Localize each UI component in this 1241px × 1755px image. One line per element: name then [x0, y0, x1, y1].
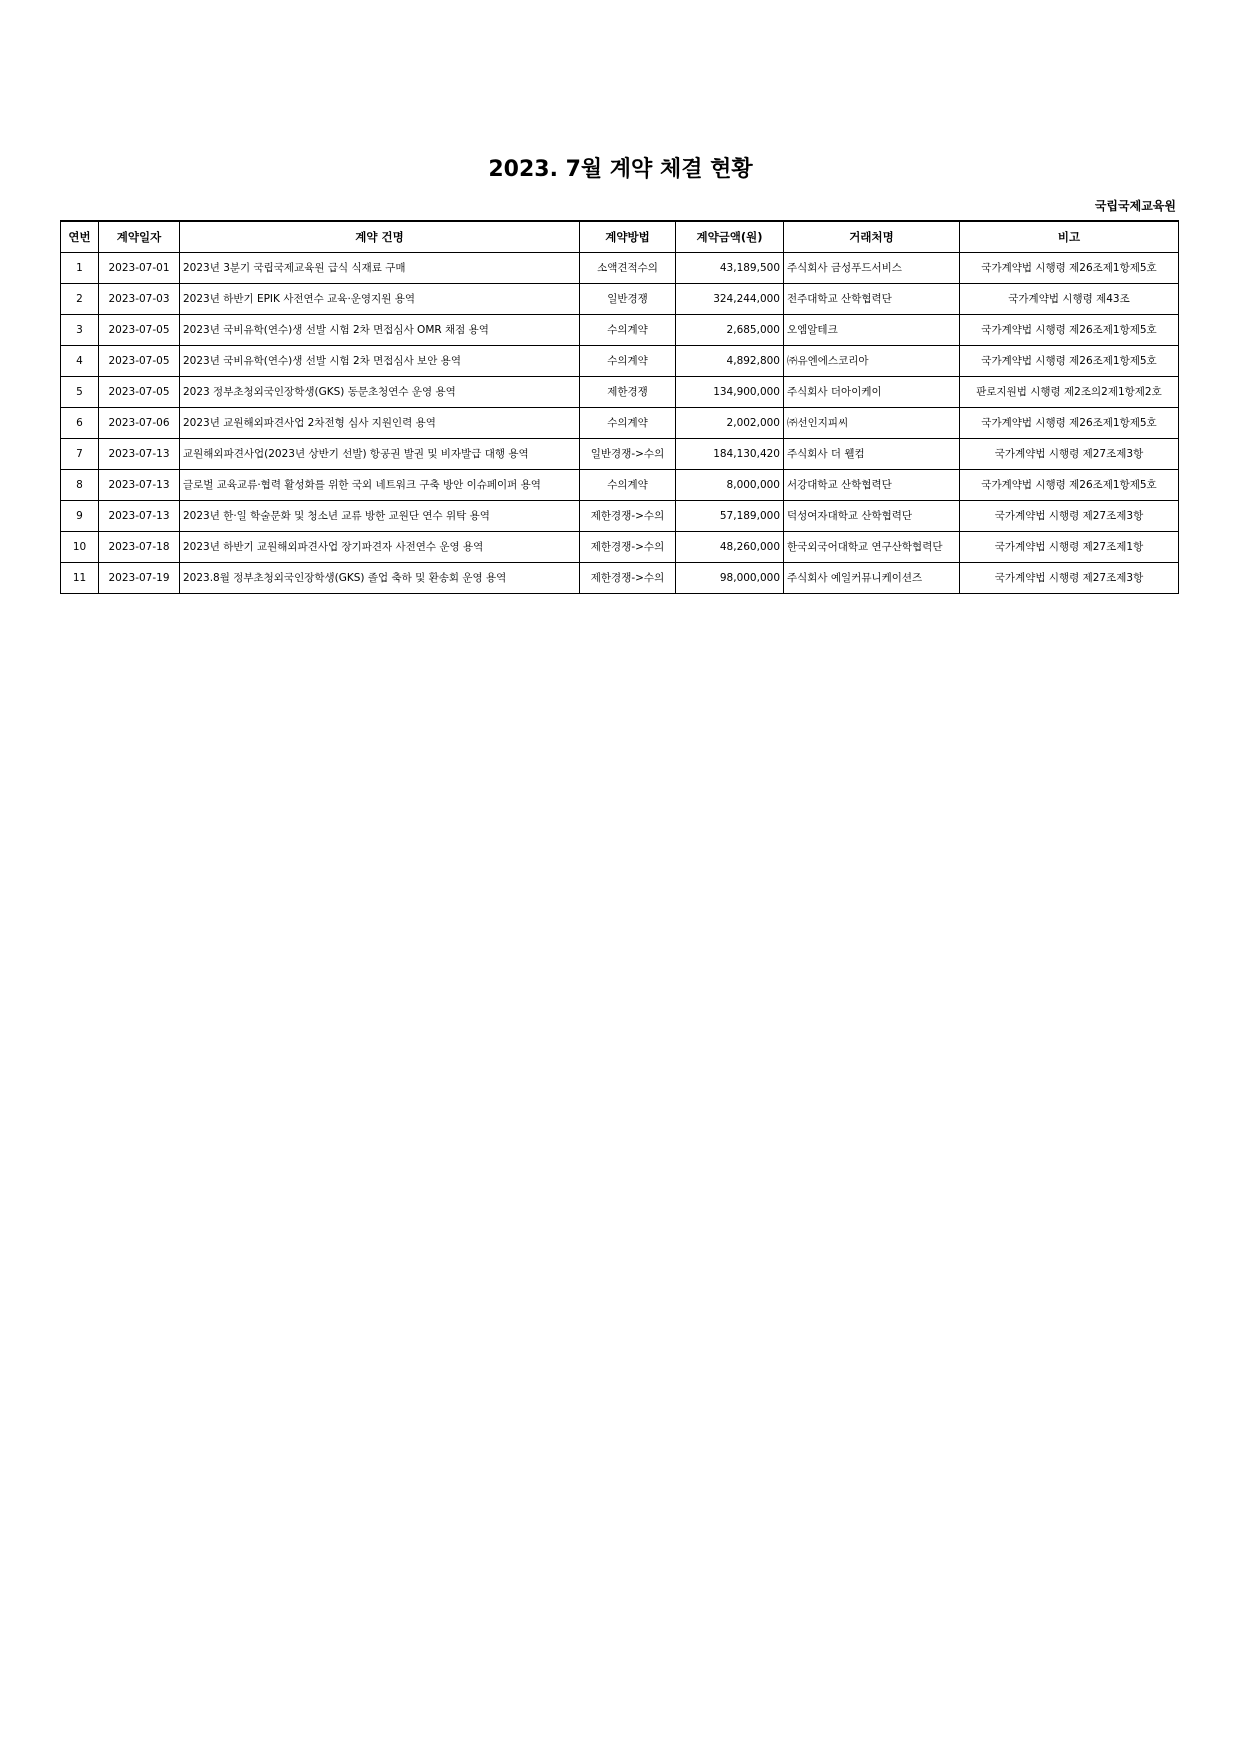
- cell-no: 1: [61, 252, 99, 283]
- table-row: [61, 314, 1179, 345]
- cell-date: 2023-07-05: [99, 345, 180, 376]
- cell-amount: 8,000,000: [676, 469, 784, 500]
- cell-method: 수의계약: [580, 469, 676, 500]
- cell-contract-name: 2023년 하반기 교원해외파견사업 장기파견자 사전연수 운영 용역: [180, 531, 580, 562]
- cell-method: 소액견적수의: [580, 252, 676, 283]
- cell-date: 2023-07-03: [99, 283, 180, 314]
- table-row: [61, 252, 1179, 283]
- organization-name: 국립국제교육원: [1094, 199, 1176, 213]
- cell-method: 제한경쟁: [580, 376, 676, 407]
- cell-no: 8: [61, 469, 99, 500]
- cell-method: 수의계약: [580, 314, 676, 345]
- header-remarks: 비고: [960, 221, 1179, 252]
- cell-vendor: 전주대학교 산학협력단: [784, 283, 960, 314]
- cell-remarks: 국가계약법 시행령 제26조제1항제5호: [960, 252, 1179, 283]
- table-row: [61, 345, 1179, 376]
- cell-no: 4: [61, 345, 99, 376]
- page-title: 2023. 7월 계약 체결 현황: [488, 157, 753, 182]
- header-amount: 계약금액(원): [676, 221, 784, 252]
- table-row: [61, 531, 1179, 562]
- cell-date: 2023-07-06: [99, 407, 180, 438]
- cell-contract-name: 2023년 하반기 EPIK 사전연수 교육·운영지원 용역: [180, 283, 580, 314]
- cell-method: 제한경쟁->수의: [580, 562, 676, 593]
- cell-contract-name: 2023 정부초청외국인장학생(GKS) 동문초청연수 운영 용역: [180, 376, 580, 407]
- cell-contract-name: 교원해외파견사업(2023년 상반기 선발) 항공권 발권 및 비자발급 대행 용역: [180, 438, 580, 469]
- cell-contract-name: 글로벌 교육교류·협력 활성화를 위한 국외 네트워크 구축 방안 이슈페이퍼 용역: [180, 469, 580, 500]
- cell-no: 7: [61, 438, 99, 469]
- cell-amount: 2,002,000: [676, 407, 784, 438]
- cell-method: 제한경쟁->수의: [580, 531, 676, 562]
- cell-vendor: 서강대학교 산학협력단: [784, 469, 960, 500]
- cell-vendor: 주식회사 금성푸드서비스: [784, 252, 960, 283]
- cell-vendor: 덕성여자대학교 산학협력단: [784, 500, 960, 531]
- cell-remarks: 국가계약법 시행령 제26조제1항제5호: [960, 314, 1179, 345]
- cell-remarks: 국가계약법 시행령 제27조제3항: [960, 438, 1179, 469]
- cell-contract-name: 2023년 한·일 학술문화 및 청소년 교류 방한 교원단 연수 위탁 용역: [180, 500, 580, 531]
- header-date: 계약일자: [99, 221, 180, 252]
- cell-no: 5: [61, 376, 99, 407]
- cell-contract-name: 2023년 국비유학(연수)생 선발 시험 2차 면접심사 보안 용역: [180, 345, 580, 376]
- cell-amount: 57,189,000: [676, 500, 784, 531]
- cell-amount: 2,685,000: [676, 314, 784, 345]
- cell-remarks: 국가계약법 시행령 제43조: [960, 283, 1179, 314]
- cell-remarks: 판로지원법 시행령 제2조의2제1항제2호: [960, 376, 1179, 407]
- cell-vendor: ㈜선인지피씨: [784, 407, 960, 438]
- cell-method: 수의계약: [580, 345, 676, 376]
- cell-date: 2023-07-01: [99, 252, 180, 283]
- header-vendor: 거래처명: [784, 221, 960, 252]
- table-row: [61, 438, 1179, 469]
- cell-amount: 184,130,420: [676, 438, 784, 469]
- cell-remarks: 국가계약법 시행령 제26조제1항제5호: [960, 407, 1179, 438]
- cell-contract-name: 2023년 3분기 국립국제교육원 급식 식재료 구매: [180, 252, 580, 283]
- cell-method: 일반경쟁->수의: [580, 438, 676, 469]
- cell-remarks: 국가계약법 시행령 제26조제1항제5호: [960, 345, 1179, 376]
- cell-date: 2023-07-13: [99, 438, 180, 469]
- cell-remarks: 국가계약법 시행령 제27조제1항: [960, 531, 1179, 562]
- cell-method: 일반경쟁: [580, 283, 676, 314]
- cell-amount: 98,000,000: [676, 562, 784, 593]
- cell-date: 2023-07-13: [99, 500, 180, 531]
- cell-amount: 324,244,000: [676, 283, 784, 314]
- cell-vendor: 주식회사 더 웰컴: [784, 438, 960, 469]
- table-row: [61, 500, 1179, 531]
- cell-vendor: 주식회사 예일커뮤니케이션즈: [784, 562, 960, 593]
- header-no: 연번: [61, 221, 99, 252]
- cell-date: 2023-07-19: [99, 562, 180, 593]
- cell-no: 9: [61, 500, 99, 531]
- table-header-row: [61, 221, 1179, 252]
- cell-contract-name: 2023년 국비유학(연수)생 선발 시험 2차 면접심사 OMR 채점 용역: [180, 314, 580, 345]
- table-row: [61, 283, 1179, 314]
- cell-no: 2: [61, 283, 99, 314]
- cell-date: 2023-07-13: [99, 469, 180, 500]
- cell-remarks: 국가계약법 시행령 제27조제3항: [960, 500, 1179, 531]
- cell-method: 제한경쟁->수의: [580, 500, 676, 531]
- cell-date: 2023-07-18: [99, 531, 180, 562]
- cell-no: 11: [61, 562, 99, 593]
- contracts-table: [60, 220, 1179, 594]
- cell-contract-name: 2023년 교원해외파견사업 2차전형 심사 지원인력 용역: [180, 407, 580, 438]
- cell-contract-name: 2023.8월 정부초청외국인장학생(GKS) 졸업 축하 및 환송회 운영 용역: [180, 562, 580, 593]
- cell-no: 3: [61, 314, 99, 345]
- table-row: [61, 407, 1179, 438]
- cell-amount: 4,892,800: [676, 345, 784, 376]
- cell-vendor: 오엠알테크: [784, 314, 960, 345]
- header-contract-name: 계약 건명: [180, 221, 580, 252]
- header-method: 계약방법: [580, 221, 676, 252]
- table-row: [61, 376, 1179, 407]
- cell-date: 2023-07-05: [99, 376, 180, 407]
- cell-no: 10: [61, 531, 99, 562]
- cell-remarks: 국가계약법 시행령 제27조제3항: [960, 562, 1179, 593]
- cell-method: 수의계약: [580, 407, 676, 438]
- cell-vendor: 주식회사 더아이케이: [784, 376, 960, 407]
- cell-vendor: ㈜유엔에스코리아: [784, 345, 960, 376]
- table-row: [61, 562, 1179, 593]
- cell-amount: 48,260,000: [676, 531, 784, 562]
- cell-remarks: 국가계약법 시행령 제26조제1항제5호: [960, 469, 1179, 500]
- cell-amount: 134,900,000: [676, 376, 784, 407]
- cell-vendor: 한국외국어대학교 연구산학협력단: [784, 531, 960, 562]
- cell-amount: 43,189,500: [676, 252, 784, 283]
- cell-date: 2023-07-05: [99, 314, 180, 345]
- cell-no: 6: [61, 407, 99, 438]
- table-row: [61, 469, 1179, 500]
